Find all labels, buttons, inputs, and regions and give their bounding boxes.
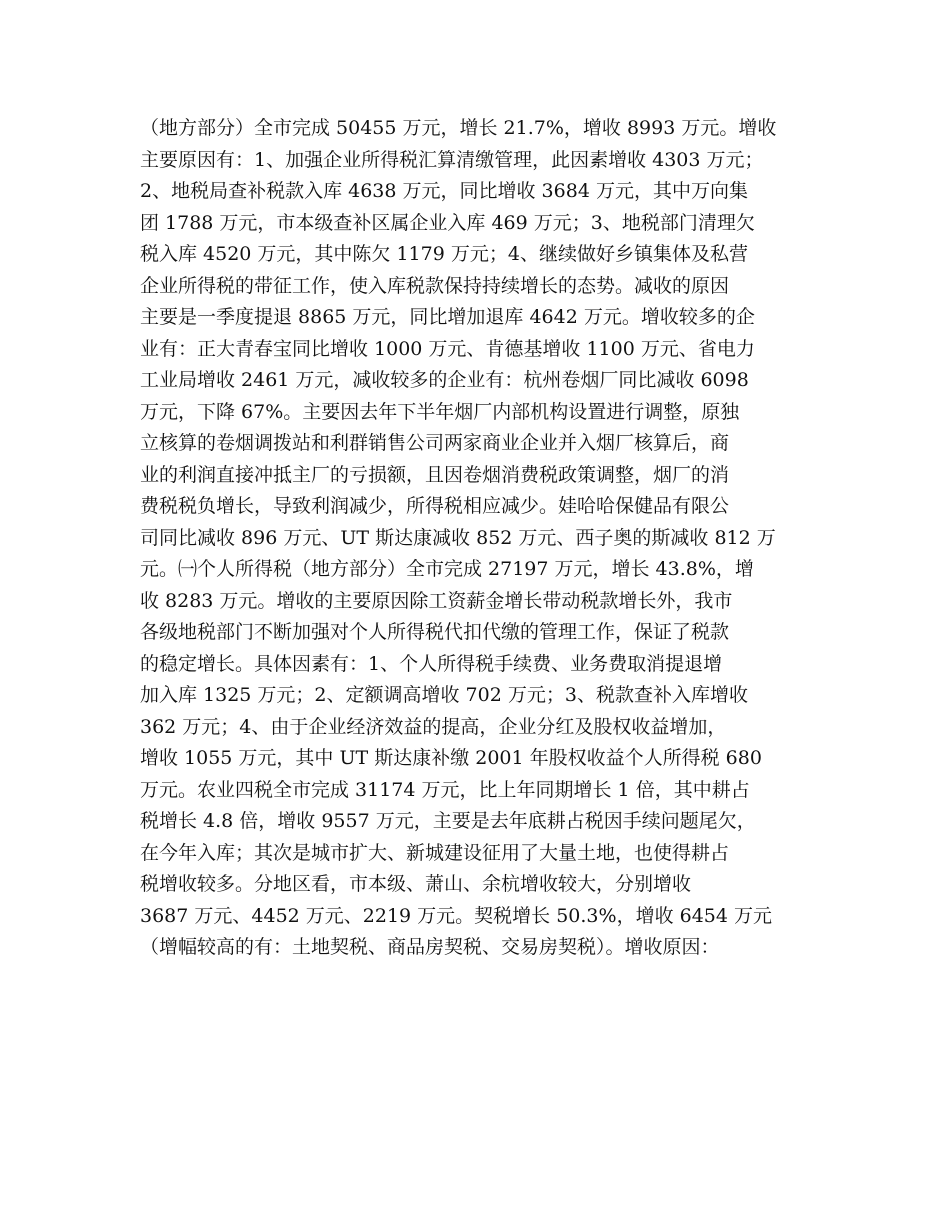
text-line: 工业局增收 2461 万元，减收较多的企业有：杭州卷烟厂同比减收 6098 <box>140 369 749 391</box>
text-line: 税入库 4520 万元，其中陈欠 1179 万元；4、继续做好乡镇集体及私营 <box>140 243 748 265</box>
text-line: 收 8283 万元。增收的主要原因除工资薪金增长带动税款增长外，我市 <box>140 589 733 612</box>
text-line: 业的利润直接冲抵主厂的亏损额，且因卷烟消费税政策调整，烟厂的消 <box>140 463 730 486</box>
text-line: 万元。农业四税全市完成 31174 万元，比上年同期增长 1 倍，其中耕占 <box>140 778 750 801</box>
text-line: 团 1788 万元，市本级查补区属企业入库 469 万元；3、地税部门清理欠 <box>140 211 755 234</box>
text-line: 立核算的卷烟调拨站和利群销售公司两家商业企业并入烟厂核算后，商 <box>140 432 730 454</box>
text-line: 加入库 1325 万元；2、定额调高增收 702 万元；3、税款查补入库增收 <box>140 684 748 706</box>
text-line: 费税税负增长，导致利润减少，所得税相应减少。娃哈哈保健品有限公 <box>140 495 730 517</box>
text-line: 362 万元；4、由于企业经济效益的提高，企业分红及股权收益增加， <box>140 715 727 738</box>
text-line: 业有：正大青春宝同比增收 1000 万元、肯德基增收 1100 万元、省电力 <box>140 337 755 360</box>
text-line: 增收 1055 万元，其中 UT 斯达康补缴 2001 年股权收益个人所得税 680 <box>140 747 762 769</box>
text-line: 各级地税部门不断加强对个人所得税代扣代缴的管理工作，保证了税款 <box>140 621 730 643</box>
text-line: 企业所得税的带征工作，使入库税款保持持续增长的态势。减收的原因 <box>140 274 730 297</box>
text-line: 的稳定增长。具体因素有：1、个人所得税手续费、业务费取消提退增 <box>140 652 723 675</box>
text-line: 在今年入库；其次是城市扩大、新城建设征用了大量土地，也使得耕占 <box>140 841 730 864</box>
text-line: 3687 万元、4452 万元、2219 万元。契税增长 50.3%，增收 6454 万元 <box>140 904 773 927</box>
body-paragraph <box>140 113 830 964</box>
text-line: 税增收较多。分地区看，市本级、萧山、余杭增收较大，分别增收 <box>140 873 692 895</box>
text-line: 主要是一季度提退 8865 万元，同比增加退库 4642 万元。增收较多的企 <box>140 306 755 328</box>
text-line: （地方部分）全市完成 50455 万元，增长 21.7%，增收 8993 万元。增收 <box>140 117 777 139</box>
text-line: 2、地税局查补税款入库 4638 万元，同比增收 3684 万元，其中万向集 <box>140 180 748 202</box>
text-line: 主要原因有：1、加强企业所得税汇算清缴管理，此因素增收 4303 万元； <box>140 148 764 171</box>
text-line: 万元，下降 67%。主要因去年下半年烟厂内部机构设置进行调整，原独 <box>140 400 740 423</box>
text-line: 司同比减收 896 万元、UT 斯达康减收 852 万元、西子奥的斯减收 812 万 <box>140 526 776 549</box>
text-line: （增幅较高的有：土地契税、商品房契税、交易房契税）。增收原因： <box>140 936 720 958</box>
text-line: 元。㈠个人所得税（地方部分）全市完成 27197 万元，增长 43.8%，增 <box>140 558 754 580</box>
text-line: 税增长 4.8 倍，增收 9557 万元，主要是去年底耕占税因手续问题尾欠， <box>140 810 756 832</box>
